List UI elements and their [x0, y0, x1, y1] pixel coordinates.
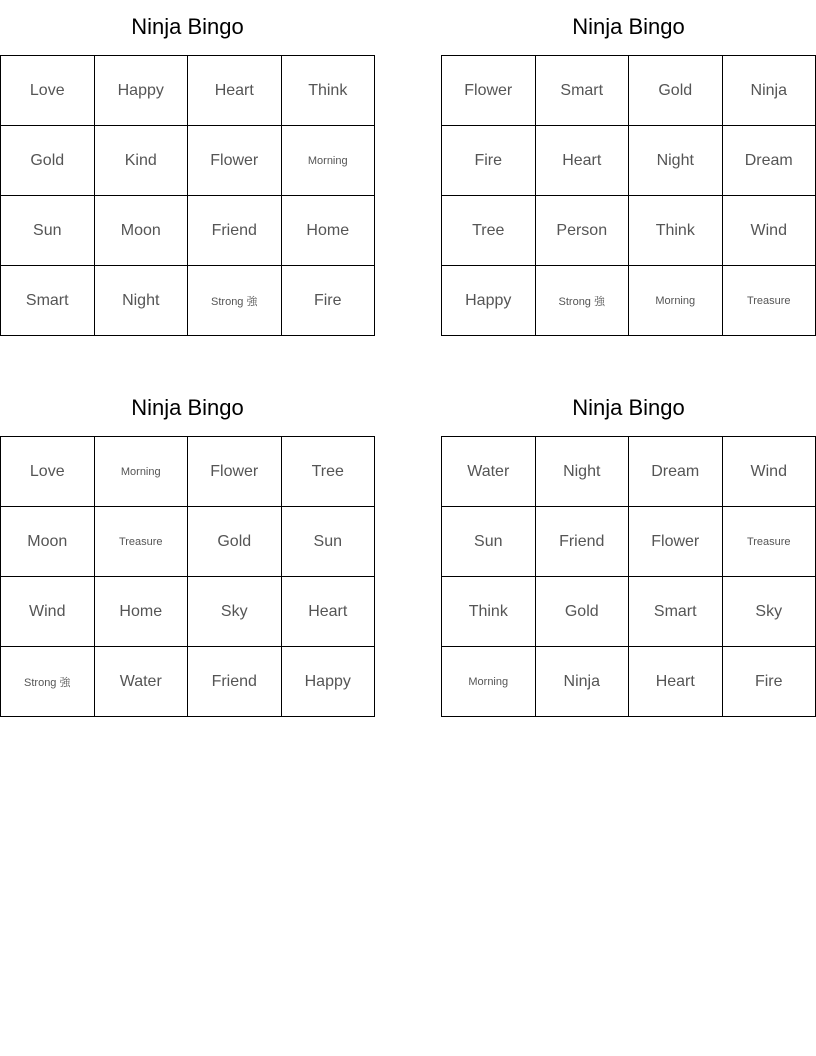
bingo-cell: Wind	[723, 196, 816, 266]
bingo-cell: Sun	[282, 507, 376, 577]
bingo-cell: Heart	[536, 126, 630, 196]
bingo-cell: Tree	[442, 196, 536, 266]
bingo-cell: Treasure	[95, 507, 189, 577]
bingo-cell: Moon	[1, 507, 95, 577]
bingo-cell: Fire	[282, 266, 376, 336]
bingo-cell: Flower	[188, 437, 282, 507]
bingo-grid	[0, 55, 375, 336]
bingo-cell: Think	[442, 577, 536, 647]
bingo-card-2	[441, 0, 816, 336]
bingo-card-3	[0, 381, 375, 717]
bingo-cell: Water	[95, 647, 189, 717]
bingo-cell: Dream	[629, 437, 723, 507]
bingo-cell: Night	[629, 126, 723, 196]
bingo-grid	[0, 436, 375, 717]
bingo-cell: Smart	[629, 577, 723, 647]
bingo-cell: Sky	[188, 577, 282, 647]
bingo-grid	[441, 55, 816, 336]
bingo-cell: Friend	[188, 196, 282, 266]
bingo-cell: Flower	[442, 56, 536, 126]
bingo-cell: Heart	[188, 56, 282, 126]
bingo-cell: Think	[282, 56, 376, 126]
card-title: Ninja Bingo	[131, 14, 244, 39]
bingo-cell: Love	[1, 437, 95, 507]
bingo-cell: Flower	[188, 126, 282, 196]
bingo-cell: Gold	[188, 507, 282, 577]
bingo-cell: Ninja	[723, 56, 816, 126]
bingo-card-1	[0, 0, 375, 336]
bingo-cell: Friend	[536, 507, 630, 577]
bingo-cell: Happy	[442, 266, 536, 336]
bingo-cell: Moon	[95, 196, 189, 266]
card-title: Ninja Bingo	[572, 14, 685, 39]
bingo-cell: Happy	[282, 647, 376, 717]
bingo-cell: Fire	[442, 126, 536, 196]
bingo-cell: Wind	[723, 437, 816, 507]
bingo-cell: Sun	[442, 507, 536, 577]
bingo-cell: Smart	[1, 266, 95, 336]
bingo-cell: Treasure	[723, 266, 816, 336]
bingo-card-4	[441, 381, 816, 717]
bingo-cell: Heart	[282, 577, 376, 647]
bingo-cell: Happy	[95, 56, 189, 126]
bingo-cell: Wind	[1, 577, 95, 647]
bingo-cell: Strong 強	[188, 266, 282, 336]
card-title: Ninja Bingo	[131, 395, 244, 420]
bingo-cell: Morning	[282, 126, 376, 196]
bingo-cell: Gold	[536, 577, 630, 647]
bingo-cell: Home	[95, 577, 189, 647]
bingo-cell: Smart	[536, 56, 630, 126]
bingo-cell: Love	[1, 56, 95, 126]
bingo-cell: Morning	[442, 647, 536, 717]
bingo-cell: Gold	[629, 56, 723, 126]
bingo-cell: Ninja	[536, 647, 630, 717]
bingo-cell: Strong 強	[536, 266, 630, 336]
bingo-cell: Kind	[95, 126, 189, 196]
bingo-cell: Morning	[629, 266, 723, 336]
bingo-cell: Fire	[723, 647, 816, 717]
bingo-cell: Dream	[723, 126, 816, 196]
bingo-cell: Flower	[629, 507, 723, 577]
bingo-grid	[441, 436, 816, 717]
bingo-cell: Sun	[1, 196, 95, 266]
bingo-cell: Tree	[282, 437, 376, 507]
card-title: Ninja Bingo	[572, 395, 685, 420]
bingo-cell: Think	[629, 196, 723, 266]
bingo-cell: Morning	[95, 437, 189, 507]
bingo-cell: Night	[536, 437, 630, 507]
bingo-cell: Water	[442, 437, 536, 507]
bingo-cell: Person	[536, 196, 630, 266]
bingo-cell: Treasure	[723, 507, 816, 577]
bingo-cell: Friend	[188, 647, 282, 717]
bingo-cell: Heart	[629, 647, 723, 717]
bingo-cell: Sky	[723, 577, 816, 647]
bingo-cell: Home	[282, 196, 376, 266]
bingo-cell: Night	[95, 266, 189, 336]
bingo-cell: Gold	[1, 126, 95, 196]
bingo-cell: Strong 強	[1, 647, 95, 717]
